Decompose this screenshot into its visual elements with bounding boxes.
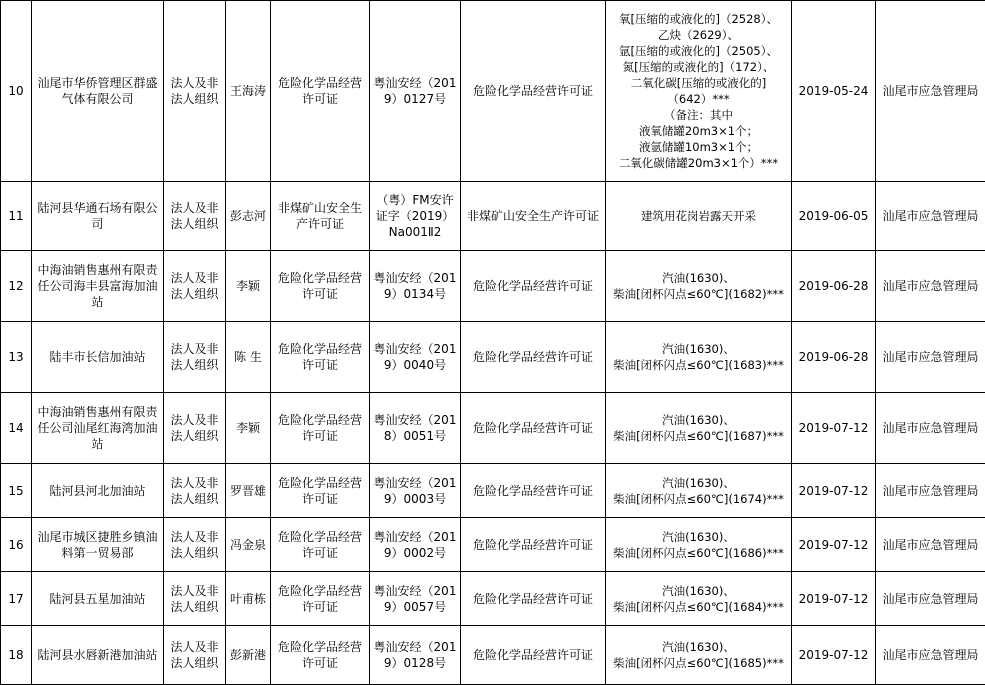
scope-line: 汽油(1630)、 [608, 583, 789, 599]
issuing-authority-cell: 汕尾市应急管理局 [876, 626, 985, 685]
license-document-type-cell: 非煤矿山安全生产许可证 [271, 182, 370, 251]
legal-representative-cell: 李颖 [226, 393, 271, 464]
scope-line: 乙炔（2629）、 [608, 27, 789, 43]
row-number-cell: 14 [1, 393, 32, 464]
decision-date-cell: 2019-07-12 [792, 518, 876, 572]
license-scope-cell [606, 1, 792, 182]
licensee-name-cell: 陆河县水唇新港加油站 [32, 626, 164, 685]
licensee-type-cell: 法人及非法人组织 [164, 251, 226, 322]
licensee-name-cell: 中海油销售惠州有限责任公司海丰县富海加油站 [32, 251, 164, 322]
table-row [1, 464, 985, 518]
decision-date-cell: 2019-06-28 [792, 322, 876, 393]
scope-line: 汽油(1630)、 [608, 412, 789, 428]
scope-line: 柴油[闭杯闪点≤60℃](1683)*** [608, 357, 789, 373]
license-document-type-cell: 危险化学品经营许可证 [271, 393, 370, 464]
table-body [1, 1, 985, 685]
row-number-cell: 16 [1, 518, 32, 572]
license-document-type-cell: 危险化学品经营许可证 [271, 251, 370, 322]
license-number-cell: 粤汕安经（2019）0134号 [370, 251, 461, 322]
issuing-authority-cell: 汕尾市应急管理局 [876, 322, 985, 393]
issuing-authority-cell: 汕尾市应急管理局 [876, 182, 985, 251]
license-document-type-cell: 危险化学品经营许可证 [271, 572, 370, 626]
license-category-cell: 危险化学品经营许可证 [461, 518, 606, 572]
licensee-type-cell: 法人及非法人组织 [164, 322, 226, 393]
legal-representative-cell: 罗晋雄 [226, 464, 271, 518]
legal-representative-cell: 王海涛 [226, 1, 271, 182]
scope-line: 氮[压缩的或液化的]（172）、 [608, 59, 789, 75]
scope-line: 汽油(1630)、 [608, 529, 789, 545]
license-category-cell: 危险化学品经营许可证 [461, 251, 606, 322]
legal-representative-cell: 冯金泉 [226, 518, 271, 572]
table-row [1, 572, 985, 626]
issuing-authority-cell: 汕尾市应急管理局 [876, 1, 985, 182]
scope-line: 汽油(1630)、 [608, 475, 789, 491]
licensee-name-cell: 汕尾市城区捷胜乡镇油料第一贸易部 [32, 518, 164, 572]
license-document-type-cell: 危险化学品经营许可证 [271, 1, 370, 182]
scope-line: 二氧化碳储罐20m3×1个）*** [608, 155, 789, 171]
license-number-cell: 粤汕安经（2019）0040号 [370, 322, 461, 393]
scope-line: （642）*** [608, 91, 789, 107]
table-row [1, 322, 985, 393]
legal-representative-cell: 李颖 [226, 251, 271, 322]
scope-line: 二氧化碳[压缩的或液化的] [608, 75, 789, 91]
scope-line: 液氧储罐20m3×1个； [608, 123, 789, 139]
decision-date-cell: 2019-06-28 [792, 251, 876, 322]
license-category-cell: 危险化学品经营许可证 [461, 464, 606, 518]
license-category-cell: 危险化学品经营许可证 [461, 1, 606, 182]
scope-line: 柴油[闭杯闪点≤60℃](1685)*** [608, 655, 789, 671]
licensee-name-cell: 陆河县华通石场有限公司 [32, 182, 164, 251]
legal-representative-cell: 彭志河 [226, 182, 271, 251]
license-scope-cell [606, 322, 792, 393]
table-row [1, 182, 985, 251]
licensee-name-cell: 汕尾市华侨管理区群盛气体有限公司 [32, 1, 164, 182]
table-row [1, 626, 985, 685]
license-number-cell: 粤汕安经（2019）0127号 [370, 1, 461, 182]
scope-line: 柴油[闭杯闪点≤60℃](1674)*** [608, 491, 789, 507]
license-number-cell: （粤）FM安许证字（2019）Na001Ⅱ2 [370, 182, 461, 251]
licensee-type-cell: 法人及非法人组织 [164, 393, 226, 464]
table-row [1, 1, 985, 182]
legal-representative-cell: 叶甫栋 [226, 572, 271, 626]
license-scope-cell [606, 464, 792, 518]
scope-line: （备注：其中 [608, 107, 789, 123]
legal-representative-cell: 彭新港 [226, 626, 271, 685]
licensee-type-cell: 法人及非法人组织 [164, 1, 226, 182]
license-scope-cell [606, 393, 792, 464]
legal-representative-cell: 陈 生 [226, 322, 271, 393]
issuing-authority-cell: 汕尾市应急管理局 [876, 251, 985, 322]
row-number-cell: 12 [1, 251, 32, 322]
licensee-name-cell: 陆丰市长信加油站 [32, 322, 164, 393]
license-document-type-cell: 危险化学品经营许可证 [271, 518, 370, 572]
scope-line: 柴油[闭杯闪点≤60℃](1687)*** [608, 428, 789, 444]
license-number-cell: 粤汕安经（2019）0057号 [370, 572, 461, 626]
scope-line: 柴油[闭杯闪点≤60℃](1682)*** [608, 286, 789, 302]
license-number-cell: 粤汕安经（2019）0003号 [370, 464, 461, 518]
decision-date-cell: 2019-06-05 [792, 182, 876, 251]
license-scope-cell [606, 251, 792, 322]
license-document-type-cell: 危险化学品经营许可证 [271, 464, 370, 518]
licensee-type-cell: 法人及非法人组织 [164, 182, 226, 251]
scope-line: 汽油(1630)、 [608, 270, 789, 286]
row-number-cell: 11 [1, 182, 32, 251]
row-number-cell: 13 [1, 322, 32, 393]
decision-date-cell: 2019-07-12 [792, 464, 876, 518]
scope-line: 氩[压缩的或液化的]（2505）、 [608, 43, 789, 59]
issuing-authority-cell: 汕尾市应急管理局 [876, 572, 985, 626]
issuing-authority-cell: 汕尾市应急管理局 [876, 518, 985, 572]
scope-line: 汽油(1630)、 [608, 341, 789, 357]
decision-date-cell: 2019-07-12 [792, 393, 876, 464]
licensee-name-cell: 陆河县河北加油站 [32, 464, 164, 518]
license-category-cell: 危险化学品经营许可证 [461, 322, 606, 393]
license-scope-cell [606, 182, 792, 251]
decision-date-cell: 2019-05-24 [792, 1, 876, 182]
license-document-type-cell: 危险化学品经营许可证 [271, 626, 370, 685]
decision-date-cell: 2019-07-12 [792, 572, 876, 626]
row-number-cell: 17 [1, 572, 32, 626]
licensee-type-cell: 法人及非法人组织 [164, 518, 226, 572]
decision-date-cell: 2019-07-12 [792, 626, 876, 685]
row-number-cell: 10 [1, 1, 32, 182]
table-row [1, 251, 985, 322]
issuing-authority-cell: 汕尾市应急管理局 [876, 464, 985, 518]
table-row [1, 518, 985, 572]
scope-line: 建筑用花岗岩露天开采 [608, 208, 789, 224]
licensee-name-cell: 中海油销售惠州有限责任公司汕尾红海湾加油站 [32, 393, 164, 464]
issuing-authority-cell: 汕尾市应急管理局 [876, 393, 985, 464]
license-category-cell: 非煤矿山安全生产许可证 [461, 182, 606, 251]
scope-line: 液氩储罐10m3×1个； [608, 139, 789, 155]
licensee-type-cell: 法人及非法人组织 [164, 626, 226, 685]
license-document-type-cell: 危险化学品经营许可证 [271, 322, 370, 393]
scope-line: 汽油(1630)、 [608, 639, 789, 655]
row-number-cell: 15 [1, 464, 32, 518]
scope-line: 柴油[闭杯闪点≤60℃](1686)*** [608, 545, 789, 561]
license-category-cell: 危险化学品经营许可证 [461, 626, 606, 685]
licensee-name-cell: 陆河县五星加油站 [32, 572, 164, 626]
license-category-cell: 危险化学品经营许可证 [461, 393, 606, 464]
scope-line: 氧[压缩的或液化的]（2528）、 [608, 11, 789, 27]
scope-line: 柴油[闭杯闪点≤60℃](1684)*** [608, 599, 789, 615]
licensee-type-cell: 法人及非法人组织 [164, 464, 226, 518]
license-category-cell: 危险化学品经营许可证 [461, 572, 606, 626]
license-scope-cell [606, 626, 792, 685]
row-number-cell: 18 [1, 626, 32, 685]
licensee-type-cell: 法人及非法人组织 [164, 572, 226, 626]
license-number-cell: 粤汕安经（2018）0051号 [370, 393, 461, 464]
license-scope-cell [606, 572, 792, 626]
license-scope-cell [606, 518, 792, 572]
table-row [1, 393, 985, 464]
license-number-cell: 粤汕安经（2019）0128号 [370, 626, 461, 685]
license-number-cell: 粤汕安经（2019）0002号 [370, 518, 461, 572]
